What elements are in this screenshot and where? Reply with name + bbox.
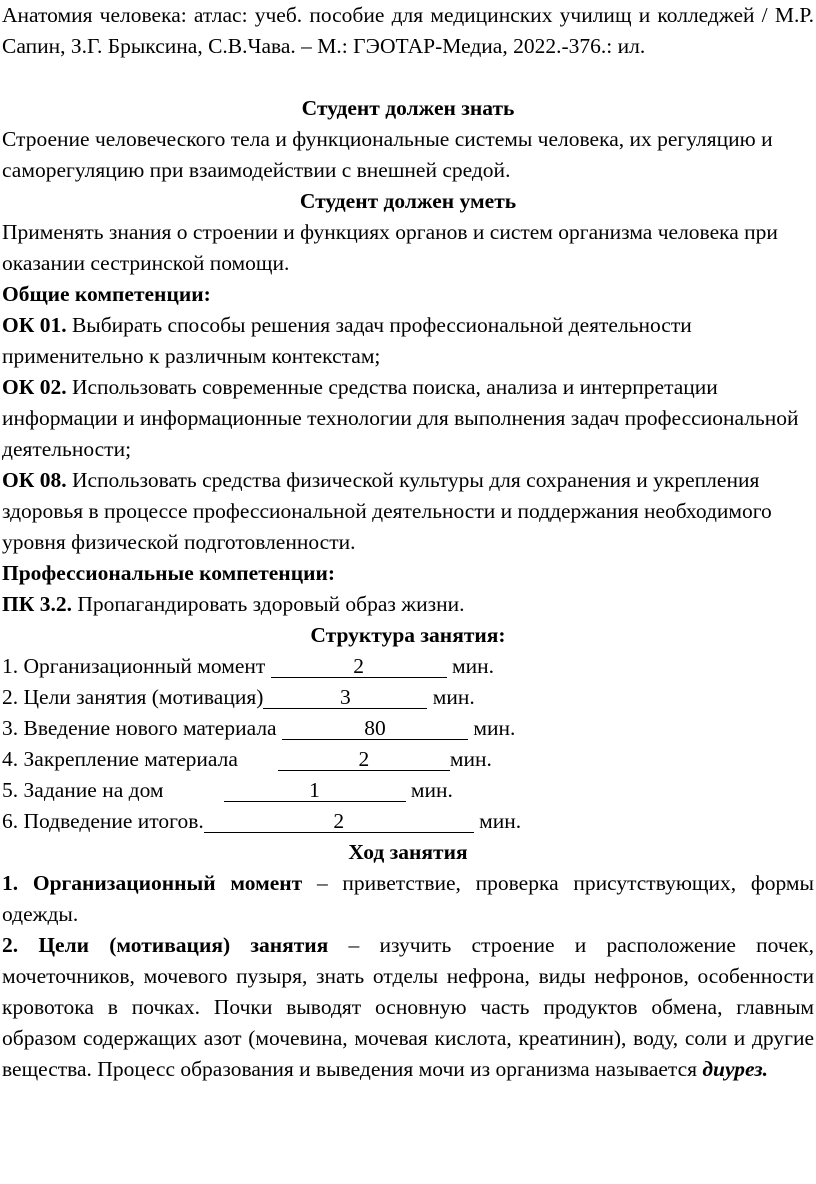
competency-ok08: ОК 08. Использовать средства физической культуры для сохранения и укрепления здоровья в процессе профессиональной деятельности и поддержания необходимого уровня физической подготовленности. bbox=[2, 468, 772, 554]
competency-ok01: ОК 01. Выбирать способы решения задач профессиональной деятельности применительно к различным контекстам; bbox=[2, 313, 692, 368]
general-competencies-heading: Общие компетенции: bbox=[2, 282, 211, 306]
progress-item-2: 2. Цели (мотивация) занятия – изучить строение и расположение почек, мочеточников, мочевого пузыря, знать отделы нефрона, виды нефронов, особенности кровотока в почках. Почки выводят основную часть продуктов обмена, главным образом содержащих азот (мочевина, мочевая кислота, креатинин), воду, соли и другие вещества. Процесс образования и выведения мочи из организма называется диурез. bbox=[2, 933, 814, 1081]
structure-item: 5. Задание на дом 1 мин. bbox=[2, 778, 453, 802]
citation: Анатомия человека: атлас: учеб. пособие для медицинских училищ и колледжей / М.Р. Сапин, З.Г. Брыксина, С.В.Чава. – М.: ГЭОТАР-Медиа, 2022.-376.: ил. bbox=[2, 3, 814, 58]
able-heading: Студент должен уметь bbox=[299, 189, 517, 213]
structure-item: 3. Введение нового материала 80 мин. bbox=[2, 716, 516, 740]
lesson-structure-list bbox=[2, 651, 814, 837]
progress-heading: Ход занятия bbox=[348, 840, 468, 864]
structure-item: 1. Организационный момент 2 мин. bbox=[2, 654, 495, 678]
structure-item: 6. Подведение итогов. 2 мин. bbox=[2, 809, 522, 833]
able-text: Применять знания о строении и функциях органов и систем организма человека при оказании сестринской помощи. bbox=[2, 220, 778, 275]
competency-pk32: ПК 3.2. Пропагандировать здоровый образ жизни. bbox=[2, 592, 465, 616]
know-text: Строение человеческого тела и функциональные системы человека, их регуляцию и саморегуляцию при взаимодействии с внешней средой. bbox=[2, 127, 773, 182]
structure-item: 2. Цели занятия (мотивация) 3 мин. bbox=[2, 685, 475, 709]
competency-ok02: ОК 02. Использовать современные средства поиска, анализа и интерпретации информации и информационные технологии для выполнения задач профессиональной деятельности; bbox=[2, 375, 799, 461]
structure-item: 4. Закрепление материала 2 мин. bbox=[2, 747, 492, 771]
professional-competencies-heading: Профессиональные компетенции: bbox=[2, 561, 336, 585]
know-heading: Студент должен знать bbox=[301, 96, 515, 120]
structure-heading: Структура занятия: bbox=[310, 623, 506, 647]
progress-item-1: 1. Организационный момент – приветствие, проверка присутствующих, формы одежды. bbox=[2, 871, 814, 926]
